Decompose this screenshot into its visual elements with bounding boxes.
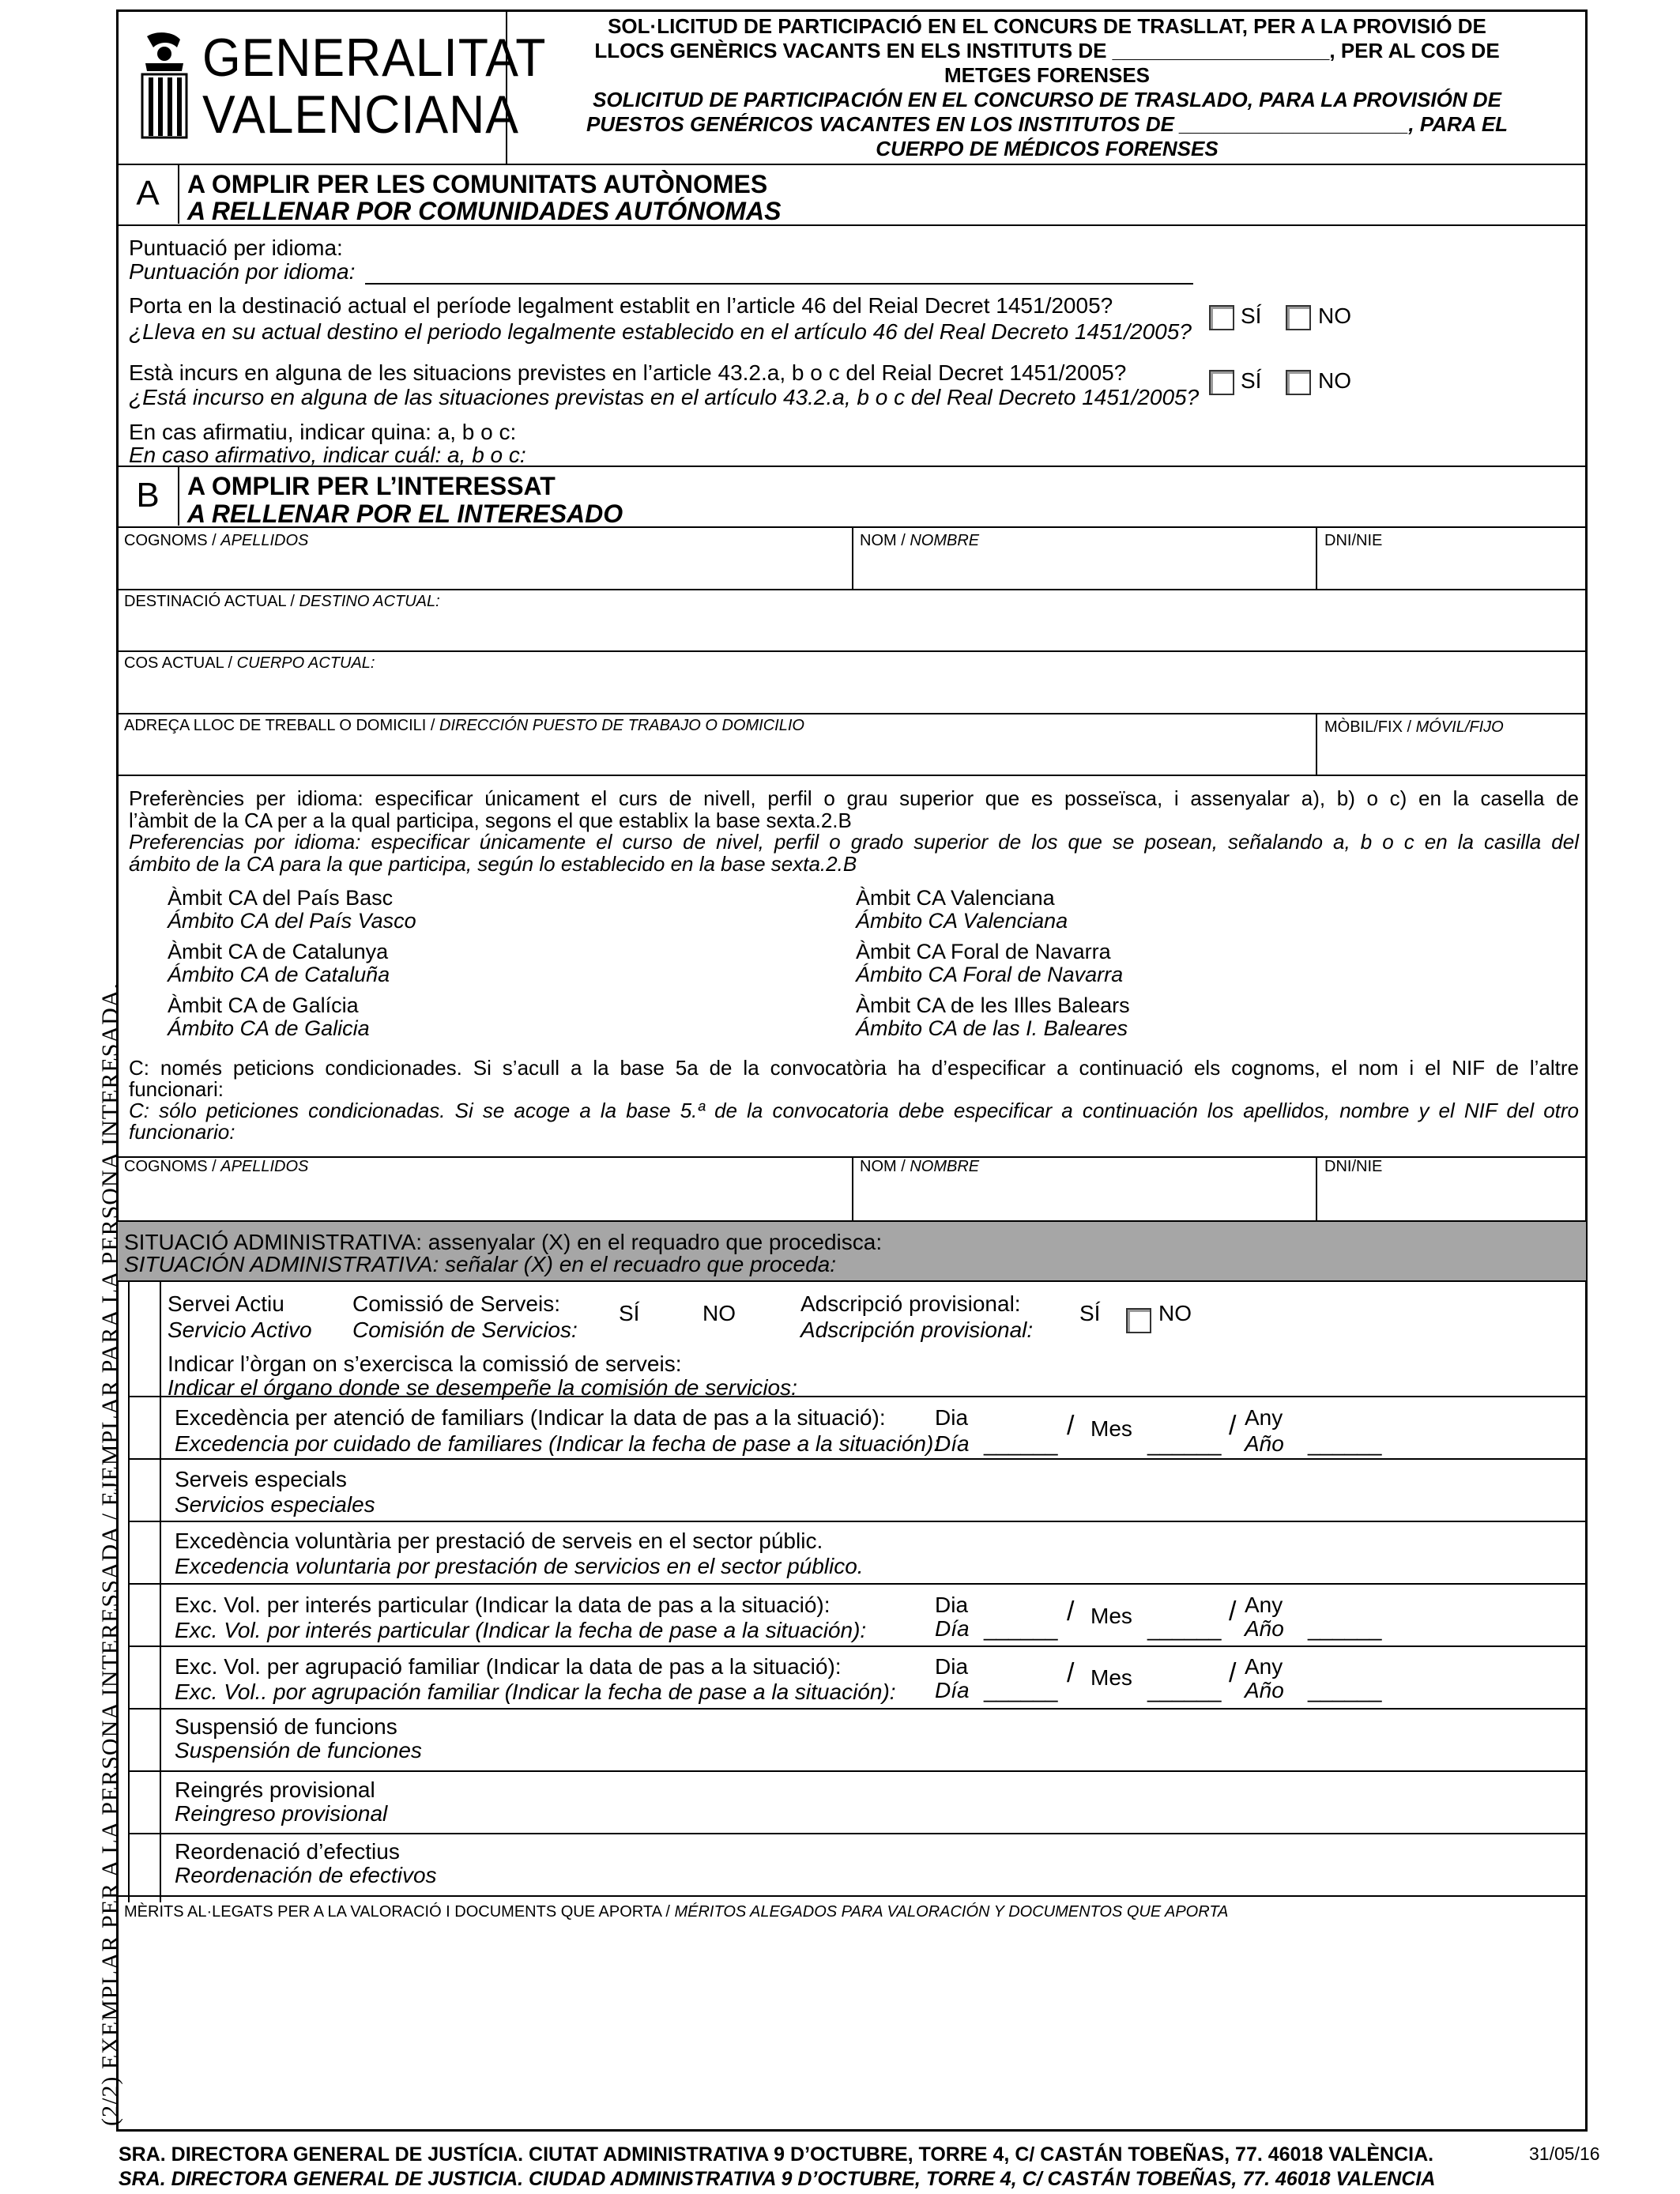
checkbox-column-right — [160, 1282, 161, 1902]
row-line — [116, 775, 1588, 776]
cas-afirmatiu-va: En cas afirmatiu, indicar quina: a, b o c: — [129, 420, 517, 444]
adscripcio-no-checkbox[interactable] — [1126, 1308, 1151, 1333]
servei-actiu-label: Servei Actiu Servicio Activo — [168, 1291, 312, 1342]
row-line — [128, 1833, 1586, 1834]
pref-es-2: ámbito de la CA para la que participa, según lo establecido en la base sexta.2.B — [129, 852, 857, 876]
pref-va-2: l’àmbit de la CA per a la qual participa, segons el que establix la base sexta.2.B — [129, 809, 852, 832]
cell-divider — [1316, 527, 1317, 589]
comissio-si[interactable]: SÍ — [619, 1301, 640, 1325]
cognoms-field[interactable] — [119, 552, 849, 586]
q2-es: ¿Está incurso en alguna de las situaciones previstas en el artículo 43.2.a, b o c del Real Decreto 1451/2005? — [129, 385, 1200, 409]
reordenacio-checkbox[interactable] — [130, 1834, 158, 1894]
cell-divider — [852, 1157, 853, 1220]
ambit-catalunya[interactable]: Àmbit CA de Catalunya Ámbito CA de Cataluña — [168, 940, 390, 986]
dni-field[interactable] — [1319, 552, 1584, 586]
q1-no-label: NO — [1318, 303, 1351, 328]
section-b-title-va: A OMPLIR PER L’INTERESSAT — [187, 472, 556, 500]
servei-actiu-checkbox[interactable] — [130, 1284, 158, 1396]
row-line — [116, 589, 1588, 590]
nom-field[interactable] — [855, 552, 1313, 586]
exc-interes-particular-label: Exc. Vol. per interés particular (Indicar la data de pas a la situació): Exc. Vol. por interés particular (Indicar la fecha de pase a la situación): — [175, 1593, 867, 1642]
other-nom-label: NOM / NOMBRE — [860, 1158, 980, 1175]
ambit-navarra[interactable]: Àmbit CA Foral de Navarra Ámbito CA Foral de Navarra — [856, 940, 1124, 986]
section-a-bottom-line — [116, 466, 1588, 467]
q2-yes-checkbox[interactable] — [1209, 370, 1234, 395]
cos-label: COS ACTUAL / CUERPO ACTUAL: — [124, 654, 375, 672]
section-b-title-es: A RELLENAR POR EL INTERESADO — [187, 499, 623, 528]
conditional-text — [129, 1057, 1579, 1142]
comissio-no[interactable]: NO — [703, 1301, 736, 1325]
q1-no-checkbox[interactable] — [1286, 305, 1311, 330]
cond-es-1: C: sólo peticiones condicionadas. Si se acoge a la base 5.ª de la convocatoria debe especificar a continuación los apellidos, nombre y el NIF del otro — [129, 1099, 1579, 1122]
exc-familiars-date[interactable]: Dia Día ______ / Mes ______ / Any Año ______ — [935, 1405, 1382, 1456]
situacio-title-va: SITUACIÓ ADMINISTRATIVA: assenyalar (X) en el requadro que procedisca: — [124, 1230, 883, 1254]
q1-yes-label: SÍ — [1241, 303, 1262, 328]
ambit-pais-basc[interactable]: Àmbit CA del País Basc Ámbito CA del País Vasco — [168, 886, 416, 933]
comissio-label: Comissió de Serveis: Comisión de Servicios: — [352, 1291, 578, 1342]
logo — [133, 28, 547, 149]
exc-sector-public-checkbox[interactable] — [130, 1522, 158, 1582]
row-line — [116, 1895, 1588, 1897]
q2-no-checkbox[interactable] — [1286, 370, 1311, 395]
other-nom-field[interactable] — [855, 1179, 1313, 1219]
other-cognoms-field[interactable] — [119, 1179, 849, 1219]
cognoms-label: COGNOMS / APELLIDOS — [124, 532, 309, 549]
reingres-label: Reingrés provisional Reingreso provisional — [175, 1777, 388, 1826]
title-va-2: LLOCS GENÈRICS VACANTS EN ELS INSTITUTS DE ___________________, PER AL COS DE — [594, 39, 1500, 62]
adreca-field[interactable] — [119, 737, 1313, 773]
other-dni-label: DNI/NIE — [1324, 1158, 1383, 1175]
title-va-1: SOL·LICITUD DE PARTICIPACIÓ EN EL CONCURS DE TRASLLAT, PER A LA PROVISIÓ DE — [608, 14, 1486, 38]
ambit-galicia[interactable]: Àmbit CA de Galícia Ámbito CA de Galicia — [168, 993, 370, 1040]
side-copy-text: (2/2) EXEMPLAR PER A LA PERSONA INTERESSADA / EJEMPLAR PARA LA PERSONA INTERESADA. — [97, 982, 123, 2126]
adscripcio-label: Adscripció provisional: Adscripción provisional: — [800, 1291, 1034, 1342]
nom-label: NOM / NOMBRE — [860, 532, 980, 549]
row-line — [128, 1521, 1586, 1522]
destinacio-label: DESTINACIÓ ACTUAL / DESTINO ACTUAL: — [124, 593, 440, 610]
cell-divider — [1316, 714, 1317, 775]
row-line — [116, 650, 1588, 652]
section-a-letter: A — [136, 174, 160, 213]
situacio-title-es: SITUACIÓN ADMINISTRATIVA: señalar (X) en el recuadro que proceda: — [124, 1252, 837, 1276]
ambit-valenciana[interactable]: Àmbit CA Valenciana Ámbito CA Valenciana — [856, 886, 1068, 933]
section-a-title-line — [116, 224, 1588, 226]
logo-line-2: VALENCIANA — [202, 85, 519, 145]
footer-address-es: SRA. DIRECTORA GENERAL DE JUSTICIA. CIUDAD ADMINISTRATIVA 9 D’OCTUBRE, TORRE 4, C/ CASTÁN TOBEÑAS, 77. 46018 VALENCIA — [119, 2168, 1436, 2190]
cos-field[interactable] — [119, 674, 1584, 711]
mobil-label: MÒBIL/FIX / MÓVIL/FIJO — [1324, 718, 1504, 736]
mobil-field[interactable] — [1319, 737, 1584, 773]
exc-agrupacio-date[interactable]: Dia Día ______ / Mes ______ / Any Año ______ — [935, 1654, 1382, 1702]
title-es-1: SOLICITUD DE PARTICIPACIÓN EN EL CONCURSO DE TRASLADO, PARA LA PROVISIÓN DE — [593, 88, 1501, 111]
cond-va-1: C: només peticions condicionades. Si s’acull a la base 5a de la convocatòria ha d’especificar a continuació els cognoms, el nom i el NIF de l’altre — [129, 1056, 1579, 1080]
row-line — [116, 713, 1588, 714]
adscripcio-si[interactable]: SÍ — [1079, 1301, 1101, 1325]
cas-afirmatiu-es: En caso afirmativo, indicar cuál: a, b o c: — [129, 443, 526, 467]
section-a-title-es: A RELLENAR POR COMUNIDADES AUTÓNOMAS — [187, 197, 782, 225]
exc-familiars-label: Excedència per atenció de familiars (Indicar la data de pas a la situació): Excedencia por cuidado de familiares (Indicar la fecha de pase a la situación): — [175, 1405, 940, 1456]
row-line — [128, 1708, 1586, 1710]
q1-yes-checkbox[interactable] — [1209, 305, 1234, 330]
cell-divider — [1316, 1157, 1317, 1220]
reordenacio-label: Reordenació d’efectius Reordenación de efectivos — [175, 1839, 437, 1887]
merits-field[interactable] — [119, 1925, 1584, 2127]
row-line — [128, 1583, 1586, 1585]
suspensio-checkbox[interactable] — [130, 1710, 158, 1770]
title-es-3: CUERPO DE MÉDICOS FORENSES — [876, 137, 1219, 160]
puntuacio-label-es: Puntuación por idioma: — [129, 259, 356, 284]
q2-va: Està incurs en alguna de les situacions previstes en l’article 43.2.a, b o c del Reial Decret 1451/2005? — [129, 360, 1127, 385]
row-line — [128, 1770, 1586, 1772]
q1-va: Porta en la destinació actual el període legalment establit en l’article 46 del Reial Decret 1451/2005? — [129, 293, 1113, 318]
section-b-letter: B — [136, 476, 160, 515]
serveis-especials-label: Serveis especials Servicios especiales — [175, 1467, 375, 1517]
cond-va-2: funcionari: — [129, 1077, 224, 1101]
cell-divider — [852, 527, 853, 589]
exc-agrupacio-label: Exc. Vol. per agrupació familiar (Indicar la data de pas a la situació): Exc. Vol.. por agrupación familiar (Indicar la fecha de pase a la situación): — [175, 1654, 896, 1704]
q2-no-label: NO — [1318, 368, 1351, 393]
cas-afirmatiu-input[interactable] — [537, 447, 620, 467]
logo-line-1: GENERALITAT — [202, 28, 547, 88]
adscripcio-no[interactable]: NO — [1158, 1301, 1192, 1325]
section-a-title-va: A OMPLIR PER LES COMUNITATS AUTÒNOMES — [187, 170, 768, 198]
header-bottom-line — [116, 164, 1588, 165]
footer-address-va: SRA. DIRECTORA GENERAL DE JUSTÍCIA. CIUTAT ADMINISTRATIVA 9 D’OCTUBRE, TORRE 4, C/ CASTÁN TOBEÑAS, 77. 46018 VALÈNCIA. — [119, 2143, 1434, 2166]
row-line — [128, 1458, 1586, 1460]
ambit-balears[interactable]: Àmbit CA de les Illes Balears Ámbito CA de las I. Baleares — [856, 993, 1130, 1040]
organ-label: Indicar l’òrgan on s’exercisca la comissió de serveis: Indicar el órgano donde se desempeñe la comisión de servicios: — [168, 1351, 797, 1400]
exc-familiars-checkbox[interactable] — [130, 1397, 158, 1457]
header-title — [514, 14, 1580, 161]
other-dni-field[interactable] — [1319, 1179, 1584, 1219]
title-es-2: PUESTOS GENÉRICOS VACANTES EN LOS INSTITUTOS DE ____________________, PARA EL — [586, 112, 1509, 136]
cond-es-2: funcionario: — [129, 1120, 235, 1144]
row-line — [128, 1396, 1586, 1397]
pref-va-1: Preferències per idioma: especificar únicament el curs de nivell, perfil o grau superior que es posseïsca, i assenyalar a), b) o c) en la casella de — [129, 786, 1579, 810]
q2-yes-label: SÍ — [1241, 368, 1262, 393]
exc-interes-particular-date[interactable]: Dia Día ______ / Mes ______ / Any Año ______ — [935, 1593, 1382, 1641]
pref-es-1: Preferencias por idioma: especificar únicamente el curso de nivel, perfil o grado superior de los que se posean, señalando a, b o c en la casilla del — [129, 830, 1579, 854]
dni-label: DNI/NIE — [1324, 532, 1383, 549]
coat-of-arms-icon — [133, 30, 196, 141]
row-line — [128, 1646, 1586, 1647]
preferences-text — [129, 787, 1579, 874]
serveis-especials-checkbox[interactable] — [130, 1460, 158, 1520]
adreca-label: ADREÇA LLOC DE TREBALL O DOMICILI / DIRECCIÓN PUESTO DE TRABAJO O DOMICILIO — [124, 717, 804, 734]
exc-agrupacio-checkbox[interactable] — [130, 1647, 158, 1707]
destinacio-field[interactable] — [119, 613, 1584, 649]
merits-label: MÈRITS AL·LEGATS PER A LA VALORACIÓ I DOCUMENTS QUE APORTA / MÉRITOS ALEGADOS PARA VALORACIÓN Y DOCUMENTOS QUE APORTA — [124, 1903, 1229, 1921]
other-cognoms-label: COGNOMS / APELLIDOS — [124, 1158, 309, 1175]
q1-es: ¿Lleva en su actual destino el periodo legalmente establecido en el artículo 46 del Real Decreto 1451/2005? — [129, 319, 1192, 344]
footer-date: 31/05/16 — [1529, 2143, 1600, 2164]
title-va-3: METGES FORENSES — [944, 63, 1151, 87]
suspensio-label: Suspensió de funcions Suspensión de funciones — [175, 1714, 422, 1762]
exc-sector-public-label: Excedència voluntària per prestació de serveis en el sector públic. Excedencia voluntaria por prestación de servicios en el sector público. — [175, 1529, 864, 1578]
exc-interes-particular-checkbox[interactable] — [130, 1585, 158, 1645]
reingres-checkbox[interactable] — [130, 1772, 158, 1832]
puntuacio-input[interactable] — [365, 264, 1193, 285]
puntuacio-label-va: Puntuació per idioma: — [129, 236, 343, 260]
